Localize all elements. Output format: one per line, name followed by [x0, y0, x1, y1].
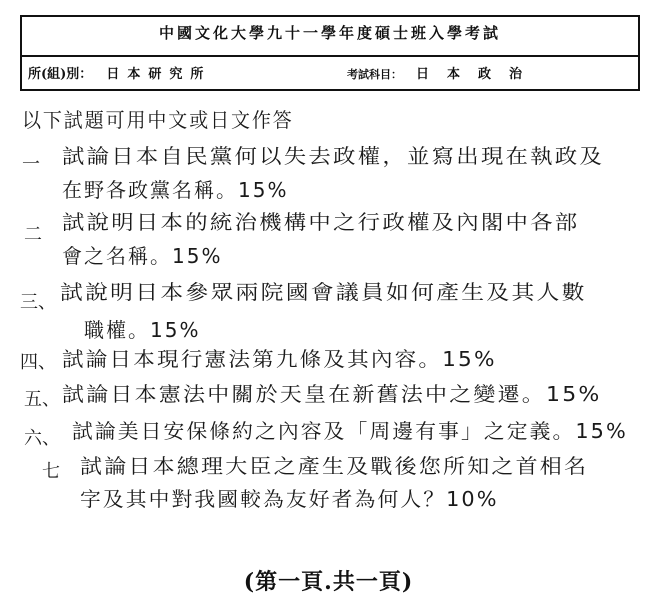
question-line: 試說明日本參眾兩院國會議員如何產生及其人數 — [60, 280, 587, 304]
question-line: 試論日本總理大臣之產生及戰後您所知之首相名 — [80, 454, 589, 478]
subject-label: 考試科目： — [347, 68, 402, 81]
question-line: 字及其中對我國較為友好者為何人？10% — [80, 487, 499, 511]
question-line: 試說明日本的統治機構中之行政權及內閣中各部 — [62, 210, 580, 234]
question-line: 在野各政黨名稱。15% — [62, 178, 289, 202]
subject-field — [347, 63, 540, 82]
exam-title: 中國文化大學九十一學年度碩士班入學考試 — [158, 24, 501, 42]
question-line: 職權。15% — [84, 318, 201, 342]
question-line: 試論美日安保條約之內容及「周邊有事」之定義。15% — [72, 419, 628, 443]
question-number: 七 — [42, 461, 60, 482]
department-label: 所(組)別： — [28, 67, 93, 82]
header-divider — [22, 55, 638, 57]
question-number: 五、 — [24, 389, 60, 410]
question-line: 會之名稱。15% — [62, 244, 223, 268]
department-value: 日本研究所 — [106, 67, 212, 82]
exam-header — [20, 15, 640, 91]
intro-text: 以下試題可用中文或日文作答 — [22, 108, 294, 132]
question-line: 試論日本自民黨何以失去政權，並寫出現在執政及 — [62, 144, 605, 168]
subject-value: 日本政治 — [416, 67, 541, 82]
question-number: 六、 — [24, 428, 60, 449]
question-number: 一 — [22, 154, 40, 175]
question-line: 試論日本現行憲法第九條及其內容。15% — [62, 347, 497, 371]
department-field — [28, 63, 211, 82]
page-indicator: (第一頁.共一頁) — [243, 569, 414, 595]
question-number: 四、 — [20, 352, 56, 373]
question-line: 試論日本憲法中關於天皇在新舊法中之變遷。15% — [62, 382, 602, 406]
question-number: 三、 — [20, 292, 56, 313]
question-number: 二 — [24, 224, 42, 245]
